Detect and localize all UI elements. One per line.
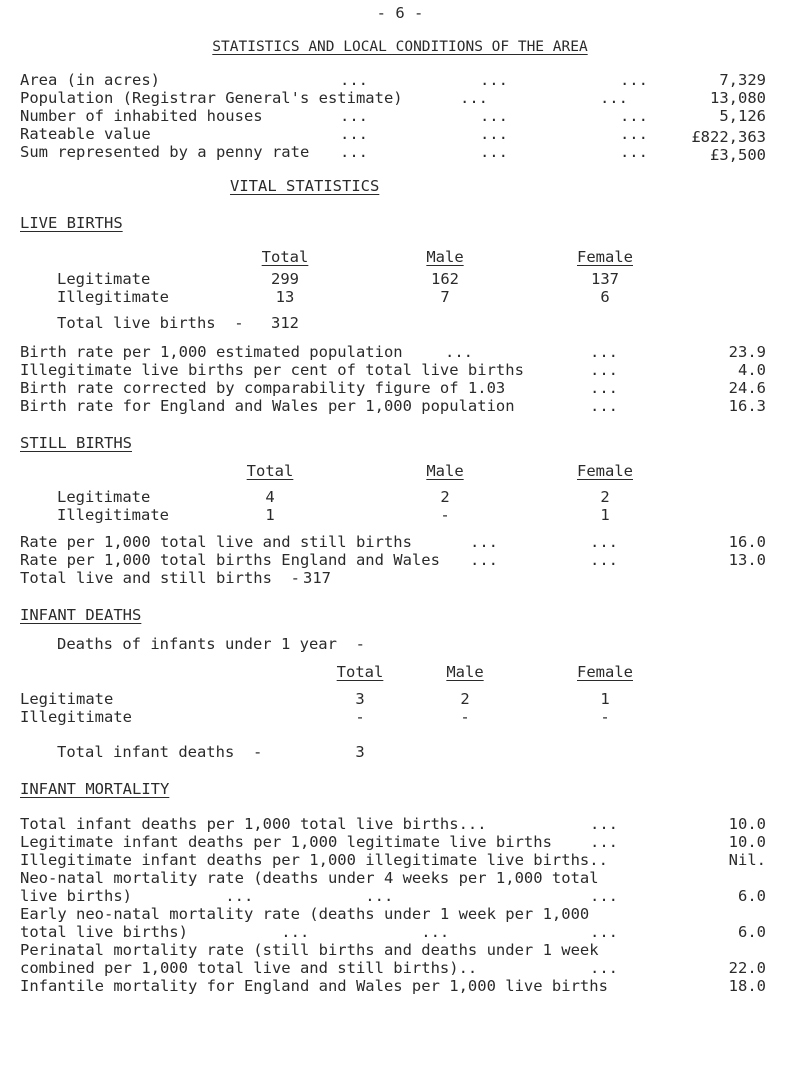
mortality-line: Infantile mortality for England and Wales per 1,000 live births [20, 977, 608, 995]
still-births-col-male: Male [426, 462, 464, 480]
mortality-line: total live births) ... ... [20, 923, 450, 941]
england-wales-birth-rate-dots: ... [590, 397, 618, 415]
live-still-births-total-label: Total live and still births - [20, 569, 300, 587]
still-birth-england-rate-dots-1: ... [470, 551, 498, 569]
still-births-legitimate-male: 2 [440, 488, 450, 506]
mortality-line-value: Nil. [728, 851, 766, 869]
still-births-col-total: Total [246, 462, 294, 480]
infant-deaths-illegitimate-label: Illegitimate [20, 708, 132, 726]
penny-rate-dots: ... ... ... [340, 143, 648, 161]
mortality-line-dots: ... [590, 887, 618, 905]
population-dots: ... ... [460, 89, 628, 107]
birth-rate-value: 23.9 [728, 343, 766, 361]
live-births-illegitimate-female: 6 [600, 288, 610, 306]
infant-deaths-legitimate-label: Legitimate [20, 690, 114, 708]
still-birth-england-rate-dots-2: ... [590, 551, 618, 569]
corrected-birth-rate-label: Birth rate corrected by comparability figure of 1.03 [20, 379, 506, 397]
still-births-heading: STILL BIRTHS [20, 434, 132, 452]
still-birth-rate-dots-2: ... [590, 533, 618, 551]
illegitimate-percent-value: 4.0 [738, 361, 766, 379]
still-birth-england-rate-value: 13.0 [728, 551, 766, 569]
birth-rate-dots-2: ... [590, 343, 618, 361]
infant-deaths-illegitimate-female: - [600, 708, 610, 726]
population-value: 13,080 [710, 89, 766, 107]
still-births-illegitimate-female: 1 [600, 506, 610, 524]
mortality-line: live births) ... ... [20, 887, 394, 905]
area-dots: ... ... ... [340, 71, 648, 89]
mortality-line-dots: ... [590, 833, 618, 851]
infant-deaths-legitimate-total: 3 [355, 690, 365, 708]
live-births-illegitimate-total: 13 [275, 288, 295, 306]
vital-statistics-heading: VITAL STATISTICS [230, 177, 380, 195]
mortality-line-value: 10.0 [728, 815, 766, 833]
live-births-legitimate-label: Legitimate [57, 270, 151, 288]
mortality-line: Perinatal mortality rate (still births and deaths under 1 week [20, 941, 599, 959]
england-wales-birth-rate-value: 16.3 [728, 397, 766, 415]
mortality-line-value: 6.0 [738, 887, 766, 905]
area-value: 7,329 [719, 71, 766, 89]
still-births-legitimate-label: Legitimate [57, 488, 151, 506]
infant-deaths-total-value: 3 [355, 743, 365, 761]
still-births-illegitimate-label: Illegitimate [57, 506, 169, 524]
live-births-illegitimate-male: 7 [440, 288, 450, 306]
infant-mortality-heading: INFANT MORTALITY [20, 780, 170, 798]
live-births-total-label: Total live births - [57, 314, 244, 332]
live-births-legitimate-female: 137 [591, 270, 619, 288]
live-births-total-value: 312 [271, 314, 299, 332]
rateable-value-value: £822,363 [691, 128, 766, 146]
infant-deaths-legitimate-female: 1 [600, 690, 610, 708]
area-label: Area (in acres) [20, 71, 160, 89]
mortality-line-dots: ... [590, 923, 618, 941]
houses-value: 5,126 [719, 107, 766, 125]
live-births-col-total: Total [261, 248, 309, 266]
corrected-birth-rate-dots: ... [590, 379, 618, 397]
mortality-line: Early neo-natal mortality rate (deaths under 1 week per 1,000 [20, 905, 590, 923]
infant-deaths-legitimate-male: 2 [460, 690, 470, 708]
still-births-col-female: Female [577, 462, 633, 480]
infant-deaths-col-male: Male [446, 663, 484, 681]
live-births-illegitimate-label: Illegitimate [57, 288, 169, 306]
illegitimate-percent-dots: ... [590, 361, 618, 379]
infant-deaths-subheading: Deaths of infants under 1 year - [57, 635, 365, 653]
infant-deaths-illegitimate-male: - [460, 708, 470, 726]
rateable-value-label: Rateable value [20, 125, 151, 143]
still-births-legitimate-total: 4 [265, 488, 275, 506]
live-births-heading: LIVE BIRTHS [20, 214, 123, 232]
mortality-line-value: 22.0 [728, 959, 766, 977]
infant-deaths-heading: INFANT DEATHS [20, 606, 142, 624]
rateable-value-dots: ... ... ... [340, 125, 648, 143]
infant-deaths-col-total: Total [336, 663, 384, 681]
still-birth-england-rate-label: Rate per 1,000 total births England and Wales [20, 551, 440, 569]
illegitimate-percent-label: Illegitimate live births per cent of total live births [20, 361, 524, 379]
birth-rate-label: Birth rate per 1,000 estimated population [20, 343, 403, 361]
infant-deaths-illegitimate-total: - [355, 708, 365, 726]
live-births-legitimate-male: 162 [431, 270, 459, 288]
england-wales-birth-rate-label: Birth rate for England and Wales per 1,000 population [20, 397, 515, 415]
still-birth-rate-label: Rate per 1,000 total live and still births [20, 533, 412, 551]
mortality-line: Legitimate infant deaths per 1,000 legitimate live births [20, 833, 552, 851]
still-births-illegitimate-total: 1 [265, 506, 275, 524]
mortality-line-value: 6.0 [738, 923, 766, 941]
still-births-legitimate-female: 2 [600, 488, 610, 506]
houses-dots: ... ... ... [340, 107, 648, 125]
mortality-line-dots: ... [590, 959, 618, 977]
population-label: Population (Registrar General's estimate) [20, 89, 403, 107]
birth-rate-dots-1: ... [445, 343, 473, 361]
mortality-line: Total infant deaths per 1,000 total live births... [20, 815, 487, 833]
mortality-line: Illegitimate infant deaths per 1,000 illegitimate live births.. [20, 851, 608, 869]
live-births-col-female: Female [577, 248, 633, 266]
still-birth-rate-value: 16.0 [728, 533, 766, 551]
mortality-line: Neo-natal mortality rate (deaths under 4 weeks per 1,000 total [20, 869, 599, 887]
mortality-line-value: 10.0 [728, 833, 766, 851]
still-births-illegitimate-male: - [440, 506, 450, 524]
houses-label: Number of inhabited houses [20, 107, 263, 125]
page-heading: STATISTICS AND LOCAL CONDITIONS OF THE AREA [212, 39, 588, 55]
infant-deaths-col-female: Female [577, 663, 633, 681]
penny-rate-label: Sum represented by a penny rate [20, 143, 310, 161]
still-birth-rate-dots-1: ... [470, 533, 498, 551]
mortality-line: combined per 1,000 total live and still births).. [20, 959, 478, 977]
infant-deaths-total-label: Total infant deaths - [57, 743, 263, 761]
mortality-line-dots: ... [590, 815, 618, 833]
live-still-births-total-value: 317 [303, 569, 331, 587]
page-number: - 6 - [376, 4, 424, 22]
mortality-line-value: 18.0 [728, 977, 766, 995]
penny-rate-value: £3,500 [710, 146, 766, 164]
live-births-col-male: Male [426, 248, 464, 266]
corrected-birth-rate-value: 24.6 [728, 379, 766, 397]
live-births-legitimate-total: 299 [271, 270, 299, 288]
